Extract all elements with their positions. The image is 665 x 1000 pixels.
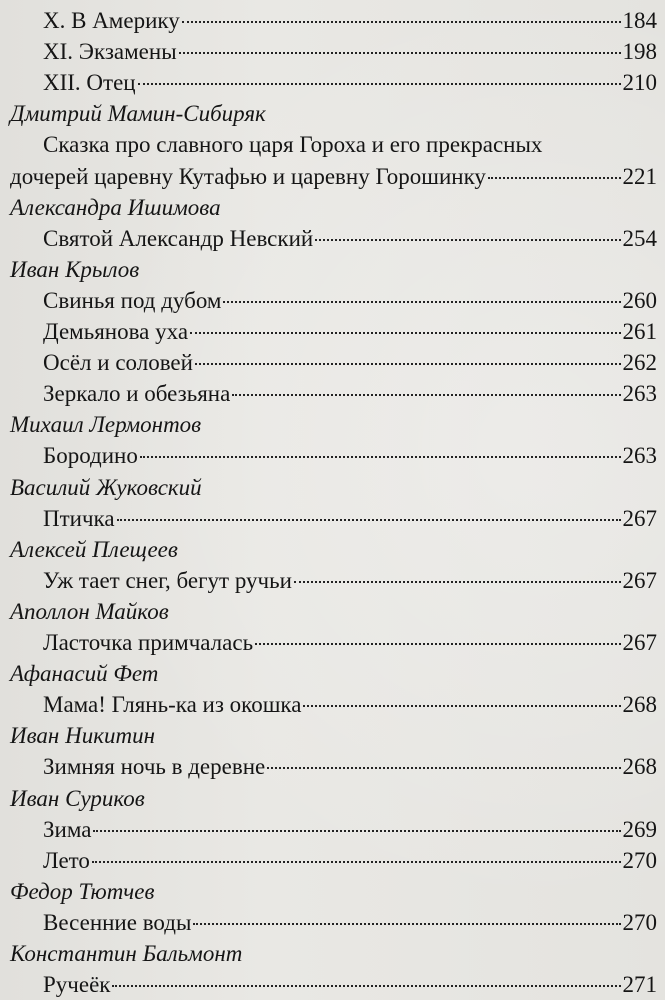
toc-author-name: Иван Никитин	[10, 723, 155, 749]
toc-entry	[43, 130, 643, 160]
toc-entry-title: Осёл и соловей	[43, 350, 193, 376]
dot-leader	[294, 575, 621, 583]
dot-leader	[267, 761, 620, 769]
toc-entry-title: Весенние воды	[43, 909, 192, 935]
dot-leader	[179, 46, 621, 54]
toc-entry-title: Святой Александр Невский	[43, 225, 314, 251]
dot-leader	[92, 855, 621, 863]
toc-author-name: Алексей Плещеев	[10, 536, 178, 562]
toc-entry-title: Птичка	[43, 505, 115, 531]
dot-leader	[112, 979, 620, 987]
toc-entry	[43, 752, 657, 782]
toc-entry	[43, 690, 657, 720]
toc-entry-title: Ласточка примчалась	[43, 630, 254, 655]
toc-page-number: 267	[622, 630, 657, 655]
toc-entry	[43, 286, 657, 316]
dot-leader	[255, 637, 620, 645]
toc-entry	[43, 6, 657, 36]
toc-page-number: 270	[622, 909, 657, 935]
toc-page-number: 254	[622, 225, 657, 251]
toc-page-number: 198	[622, 39, 657, 65]
toc-author-name: Федор Тютчев	[10, 878, 155, 904]
toc-entry	[43, 37, 657, 67]
toc-page-number: 271	[622, 972, 657, 998]
toc-author-name: Афанасий Фет	[10, 661, 159, 687]
toc-page-number: 261	[622, 319, 657, 344]
toc-page-number: 269	[622, 816, 657, 842]
toc-page-number: 268	[622, 754, 657, 780]
toc-page-number: 263	[622, 443, 657, 469]
toc-page-number: 262	[622, 350, 657, 376]
toc-author-name: Василий Жуковский	[10, 474, 202, 500]
toc-entry-title: дочерей царевну Кутафью и царевну Горошинку	[10, 163, 486, 189]
toc-entry-title: Ручеёк	[43, 972, 111, 998]
toc-author-name: Михаил Лермонтов	[10, 412, 202, 438]
toc-entry	[43, 348, 657, 378]
toc-entry-title: Мама! Глянь-ка из окошка	[43, 692, 302, 718]
toc-entry	[43, 224, 657, 254]
dot-leader	[93, 824, 620, 832]
toc-author-name: Иван Суриков	[10, 785, 145, 811]
dot-leader	[193, 917, 620, 925]
toc-page-number: 221	[622, 163, 657, 189]
toc-page-number: 267	[622, 505, 657, 531]
toc-entry-title: X. В Америку	[43, 8, 180, 33]
toc-entry	[43, 566, 657, 596]
toc-entry	[43, 628, 657, 658]
toc-entry	[43, 846, 657, 876]
toc-entry-title: Зимняя ночь в деревне	[43, 754, 266, 780]
toc-entry	[43, 317, 657, 347]
dot-leader	[138, 77, 621, 85]
toc-page-number: 260	[622, 287, 657, 313]
toc-author-name: Константин Бальмонт	[10, 941, 243, 966]
dot-leader	[182, 15, 621, 23]
dot-leader	[303, 699, 620, 707]
dot-leader	[488, 171, 621, 179]
toc-entry-title: Уж тает снег, бегут ручьи	[43, 567, 292, 593]
dot-leader	[195, 357, 621, 365]
dot-leader	[117, 513, 621, 521]
toc-entry	[43, 815, 657, 845]
toc-entry	[43, 68, 657, 98]
toc-page-number: 184	[622, 8, 657, 33]
toc-entry-title: XII. Отец	[43, 70, 136, 96]
toc-entry	[43, 379, 657, 409]
toc-entry-title: Сказка про славного царя Гороха и его прекрасных	[43, 132, 543, 158]
toc-author-name: Иван Крылов	[10, 256, 140, 282]
toc-page-number: 270	[622, 847, 657, 873]
toc-entry	[43, 504, 657, 534]
dot-leader	[140, 450, 621, 458]
toc-page-number: 210	[622, 70, 657, 96]
dot-leader	[190, 326, 620, 334]
toc-entry	[10, 162, 657, 192]
toc-entry-title: Зеркало и обезьяна	[43, 381, 231, 407]
toc-entry-title: Демьянова уха	[43, 319, 189, 344]
dot-leader	[315, 233, 620, 241]
toc-entry-title: Лето	[43, 847, 90, 873]
toc-author-name: Дмитрий Мамин-Сибиряк	[10, 101, 266, 127]
toc-author-name: Александра Ишимова	[10, 194, 221, 220]
toc-entry-title: Свинья под дубом	[43, 287, 222, 313]
toc-entry	[43, 441, 657, 471]
dot-leader	[232, 388, 620, 396]
toc-entry-title: Зима	[43, 816, 92, 842]
toc-page-number: 268	[622, 692, 657, 718]
toc-page-number: 263	[622, 381, 657, 407]
toc-entry	[43, 908, 657, 938]
toc-entry-title: XI. Экзамены	[43, 39, 177, 65]
dot-leader	[223, 295, 620, 303]
toc-author-name: Аполлон Майков	[10, 598, 169, 624]
toc-entry-title: Бородино	[43, 443, 138, 469]
toc-entry	[43, 970, 657, 1000]
toc-page-number: 267	[622, 567, 657, 593]
